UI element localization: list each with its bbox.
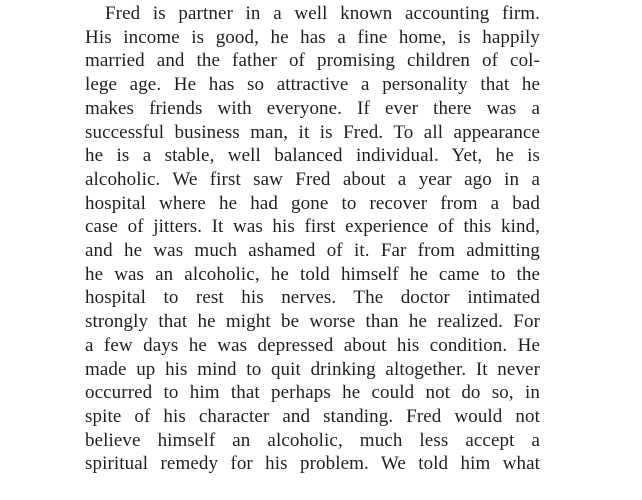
text-line: makes friends with everyone. If ever there was a — [85, 97, 540, 119]
text-line: case of jitters. It was his first experience of this kind, — [85, 216, 540, 238]
text-line: strongly that he might be worse than he realized. For — [85, 311, 540, 333]
text-line: a few days he was depressed about his condition. He — [85, 334, 540, 356]
text-line: occurred to him that perhaps he could not do so, in — [85, 382, 540, 404]
text-line: married and the father of promising children of col- — [85, 50, 540, 72]
text-line: he is a stable, well balanced individual. Yet, he is — [85, 145, 540, 167]
text-line: successful business man, it is Fred. To all appearance — [85, 121, 540, 143]
text-line: hospital where he had gone to recover from a bad — [85, 192, 540, 214]
text-line: believe himself an alcoholic, much less accept a — [85, 429, 540, 451]
text-line: spite of his character and standing. Fred would not — [85, 405, 540, 427]
text-line: alcoholic. We first saw Fred about a year ago in a — [85, 168, 540, 190]
text-line: Fred is partner in a well known accounting firm. — [105, 3, 540, 24]
text-line: His income is good, he has a fine home, is happily — [85, 26, 540, 48]
book-page — [85, 2, 540, 476]
text-line: made up his mind to quit drinking altogether. It never — [85, 358, 540, 380]
text-line: hospital to rest his nerves. The doctor intimated — [85, 287, 540, 309]
text-line: and he was much ashamed of it. Far from admitting — [85, 240, 540, 262]
text-line: he was an alcoholic, he told himself he came to the — [85, 263, 540, 285]
text-line: lege age. He has so attractive a personality that he — [85, 74, 540, 96]
text-line: spiritual remedy for his problem. We told him what — [85, 453, 540, 475]
